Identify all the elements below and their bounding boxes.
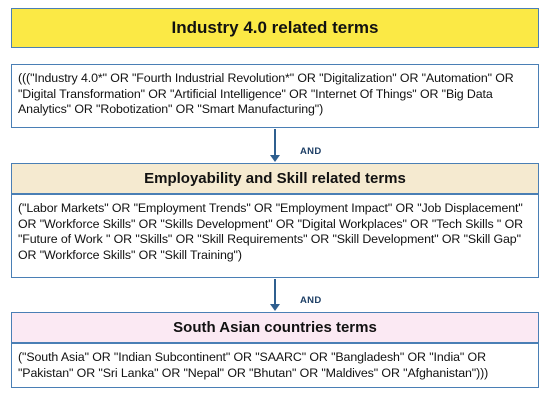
and-operator-label-1: AND — [300, 146, 322, 157]
south-asia-terms-query: ("South Asia" OR "Indian Subcontinent" OR "SAARC" OR "Bangladesh" OR "India" OR "Pakistan" OR "Sri Lanka" OR "Nepal" OR "Bhutan" OR "Maldives" OR "Afghanistan"))) — [11, 343, 539, 388]
connector-arrow-2 — [274, 279, 276, 305]
south-asia-terms-header: South Asian countries terms — [11, 312, 539, 343]
and-operator-label-2: AND — [300, 295, 322, 306]
connector-arrow-1 — [274, 129, 276, 156]
employability-terms-query: ("Labor Markets" OR "Employment Trends" OR "Employment Impact" OR "Job Displacement" OR "Workforce Skills" OR "Skills Development" OR "Digital Workplaces" OR "Tech Skills " OR "Future of Work " OR "Skills" OR "Skill Requirements" OR "Skill Development" OR "Skill Gap" OR "Workforce Skills" OR "Skill Training") — [11, 194, 539, 278]
arrow-down-icon — [270, 155, 280, 162]
industry-terms-query: ((("Industry 4.0*" OR "Fourth Industrial Revolution*" OR "Digitalization" OR "Automation" OR "Digital Transformation" OR "Artificial Intelligence" OR "Internet Of Things" OR "Big Data Analytics" OR "Robotization" OR "Smart Manufacturing") — [11, 64, 539, 128]
industry-terms-header: Industry 4.0 related terms — [11, 8, 539, 48]
arrow-down-icon — [270, 304, 280, 311]
employability-terms-header: Employability and Skill related terms — [11, 163, 539, 194]
